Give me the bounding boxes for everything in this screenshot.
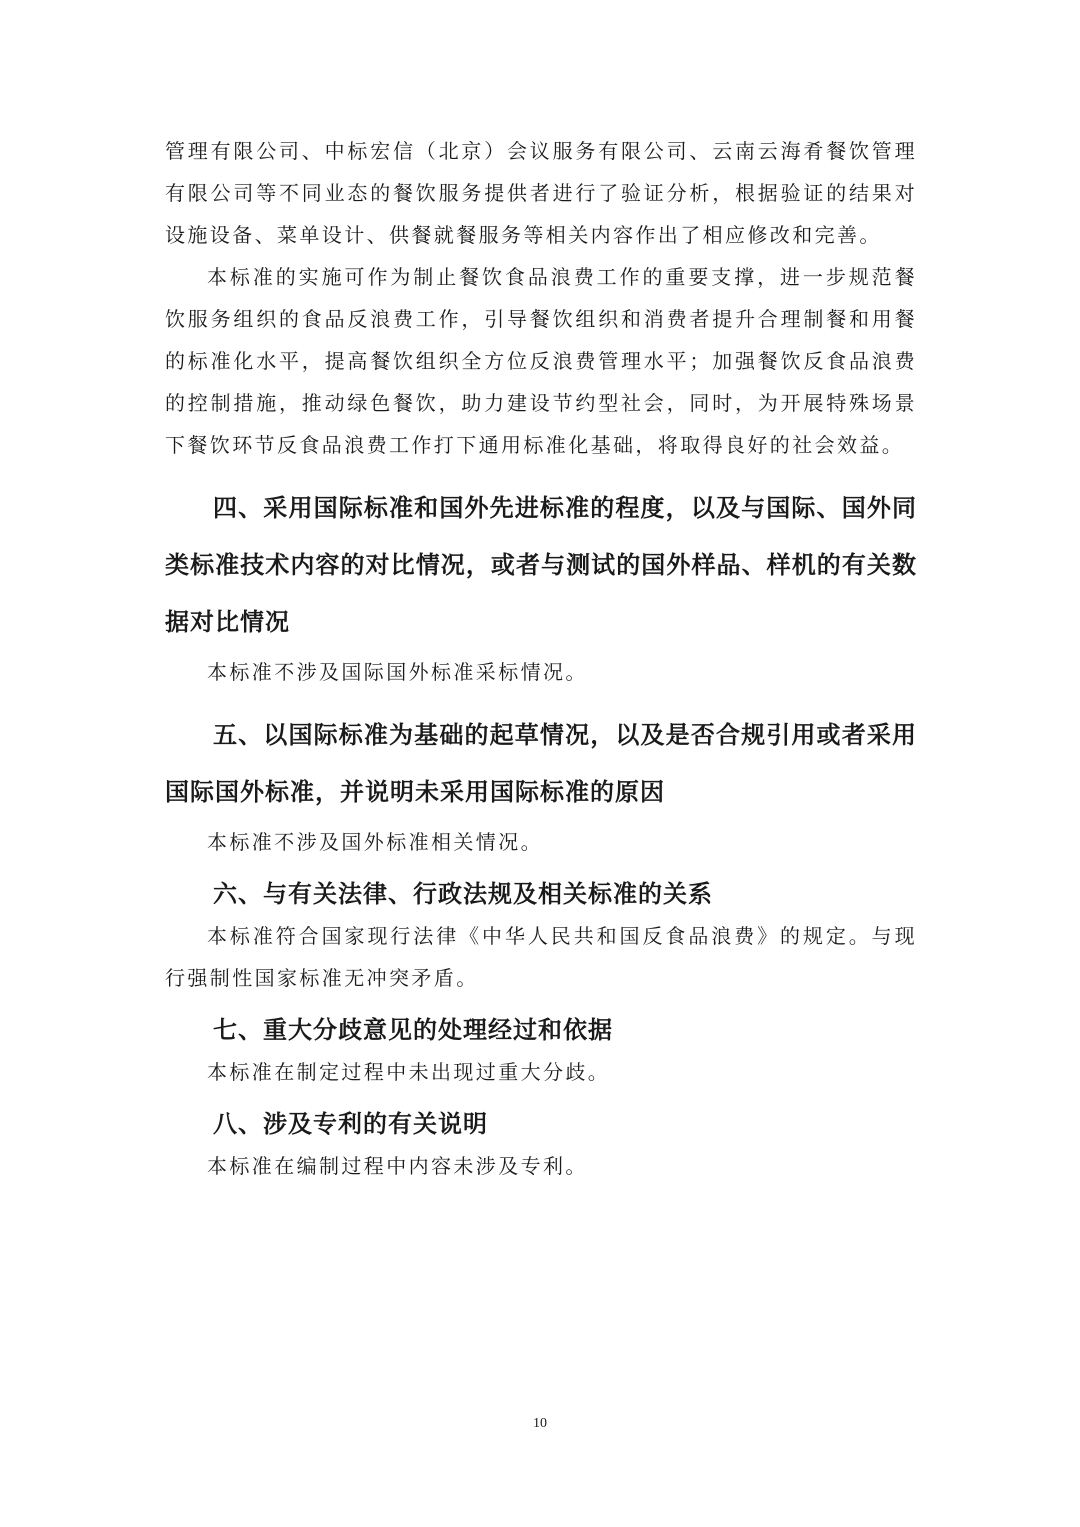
section-body-6: 本标准符合国家现行法律《中华人民共和国反食品浪费》的规定。与现行强制性国家标准无冲突矛盾。 (165, 924, 917, 990)
section-body-8: 本标准在编制过程中内容未涉及专利。 (207, 1154, 588, 1178)
page-number: 10 (533, 1416, 547, 1431)
section-heading-5: 五、以国际标准为基础的起草情况，以及是否合规引用或者采用国际国外标准，并说明未采用国际标准的原因 (165, 721, 917, 806)
section-heading-4: 四、采用国际标准和国外先进标准的程度，以及与国际、国外同类标准技术内容的对比情况，或者与测试的国外样品、样机的有关数据对比情况 (165, 494, 917, 636)
paragraph-benefits: 本标准的实施可作为制止餐饮食品浪费工作的重要支撑，进一步规范餐饮服务组织的食品反浪费工作，引导餐饮组织和消费者提升合理制餐和用餐的标准化水平，提高餐饮组织全方位反浪费管理水平；加强餐饮反食品浪费的控制措施，推动绿色餐饮，助力建设节约型社会，同时，为开展特殊场景下餐饮环节反食品浪费工作打下通用标准化基础，将取得良好的社会效益。 (165, 265, 917, 457)
paragraph-continuation: 管理有限公司、中标宏信（北京）会议服务有限公司、云南云海肴餐饮管理有限公司等不同业态的餐饮服务提供者进行了验证分析，根据验证的结果对设施设备、菜单设计、供餐就餐服务等相关内容作出了相应修改和完善。 (165, 139, 917, 247)
section-heading-6: 六、与有关法律、行政法规及相关标准的关系 (213, 880, 713, 908)
section-body-5: 本标准不涉及国外标准相关情况。 (207, 830, 543, 854)
section-heading-8: 八、涉及专利的有关说明 (213, 1110, 488, 1138)
section-body-7: 本标准在制定过程中未出现过重大分歧。 (207, 1060, 611, 1084)
page-content (165, 130, 917, 1187)
section-heading-7: 七、重大分歧意见的处理经过和依据 (213, 1016, 613, 1044)
section-body-4: 本标准不涉及国际国外标准采标情况。 (207, 660, 588, 684)
